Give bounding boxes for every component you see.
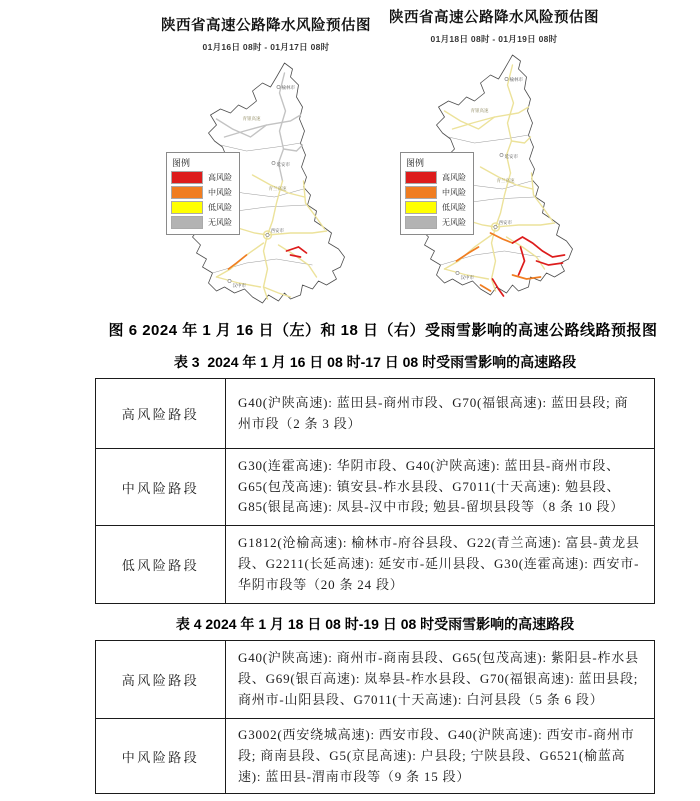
risk-level-cell: 中风险路段: [96, 449, 226, 526]
legend-item-high: 高风险: [405, 171, 466, 184]
risk-roads-cell: G30(连霍高速): 华阴市段、G40(沪陕高速): 蓝田县-商州市段、G65(包茂高速): 镇安县-柞水县段、G7011(十天高速): 勉县段、G85(银昆高速): 凤县-汉中市段; 勉县-留坝县段等（8 条 10 段）: [226, 449, 655, 526]
legend-item-mid: 中风险: [405, 186, 466, 199]
label-yulin: 榆林市: [281, 85, 295, 90]
label-qingyin-expressway: 青银高速: [470, 108, 488, 113]
figure-right-map: [388, 6, 600, 299]
table-row: [96, 719, 655, 794]
legend-item-none: 无风险: [171, 216, 232, 229]
risk-level-cell: 高风险路段: [96, 641, 226, 719]
table-row: [96, 526, 655, 604]
table-risk-jan16-17: [95, 378, 655, 604]
high-risk-swatch: [405, 171, 437, 184]
label-qinglan-expressway: 青兰高速: [268, 186, 286, 191]
table-row: [96, 379, 655, 449]
label-yanan: 延安市: [504, 154, 518, 159]
risk-level-cell: 低风险路段: [96, 526, 226, 604]
label-hanzhong: 汉中市: [232, 283, 246, 288]
label-yanan: 延安市: [276, 162, 290, 167]
risk-roads-cell: G40(沪陕高速): 蓝田县-商州市段、G70(福银高速): 蓝田县段; 商州市段（2 条 3 段）: [226, 379, 655, 449]
figure-left-map: [160, 14, 372, 307]
label-yulin: 榆林市: [509, 77, 523, 82]
mid-risk-swatch: [405, 186, 437, 199]
high-risk-swatch: [171, 171, 203, 184]
table3-caption: 表 3 2024 年 1 月 16 日 08 时-17 日 08 时受雨雪影响的高速路段: [173, 354, 577, 370]
legend-item-high: 高风险: [171, 171, 232, 184]
table-row: [96, 641, 655, 719]
map-subtitle-right: 01月18日 08时 - 01月19日 08时: [430, 34, 558, 44]
table4-caption: 表 4 2024 年 1 月 18 日 08 时-19 日 08 时受雨雪影响的高速路段: [175, 616, 575, 632]
risk-roads-cell: G40(沪陕高速): 商州市-商南县段、G65(包茂高速): 紫阳县-柞水县段、G69(银百高速): 岚皋县-柞水县段、G70(福银高速): 蓝田县段; 商州市-山阳县段、G7011(十天高速): 白河县段（5 条 6 段）: [226, 641, 655, 719]
risk-level-cell: 中风险路段: [96, 719, 226, 794]
low-risk-swatch: [405, 201, 437, 214]
legend-left: [166, 152, 240, 235]
map-title-right: 陕西省高速公路降水风险预估图: [389, 10, 599, 26]
legend-item-none: 无风险: [405, 216, 466, 229]
label-qingyin-expressway: 青银高速: [242, 116, 260, 121]
table-risk-jan18-19: [95, 640, 655, 794]
legend-right: [400, 152, 474, 235]
map-title-left: 陕西省高速公路降水风险预估图: [161, 18, 371, 34]
risk-roads-cell: G3002(西安绕城高速): 西安市段、G40(沪陕高速): 西安市-商州市段; 商南县段、G5(京昆高速): 户县段; 宁陕县段、G6521(榆蓝高速): 蓝田县-渭南市段等（9 条 15 段）: [226, 719, 655, 794]
risk-level-cell: 高风险路段: [96, 379, 226, 449]
label-qinglan-expressway: 青兰高速: [496, 178, 514, 183]
legend-item-low: 低风险: [405, 201, 466, 214]
label-hanzhong: 汉中市: [460, 275, 474, 280]
low-risk-swatch: [171, 201, 203, 214]
legend-item-mid: 中风险: [171, 186, 232, 199]
legend-title: 图例: [172, 158, 191, 168]
table-row: [96, 449, 655, 526]
legend-title: 图例: [406, 158, 425, 168]
label-xian: 西安市: [498, 220, 512, 225]
label-xian: 西安市: [270, 228, 284, 233]
risk-roads-cell: G1812(沧榆高速): 榆林市-府谷县段、G22(青兰高速): 富县-黄龙县段、G2211(长延高速): 延安市-延川县段、G30(连霍高速): 西安市-华阴市段等（20 条 24 段）: [226, 526, 655, 604]
map-subtitle-left: 01月16日 08时 - 01月17日 08时: [202, 42, 330, 52]
no-risk-swatch: [171, 216, 203, 229]
mid-risk-swatch: [171, 186, 203, 199]
figure-caption: 图 6 2024 年 1 月 16 日（左）和 18 日（右）受雨雪影响的高速公路线路预报图: [108, 322, 658, 339]
legend-item-low: 低风险: [171, 201, 232, 214]
no-risk-swatch: [405, 216, 437, 229]
